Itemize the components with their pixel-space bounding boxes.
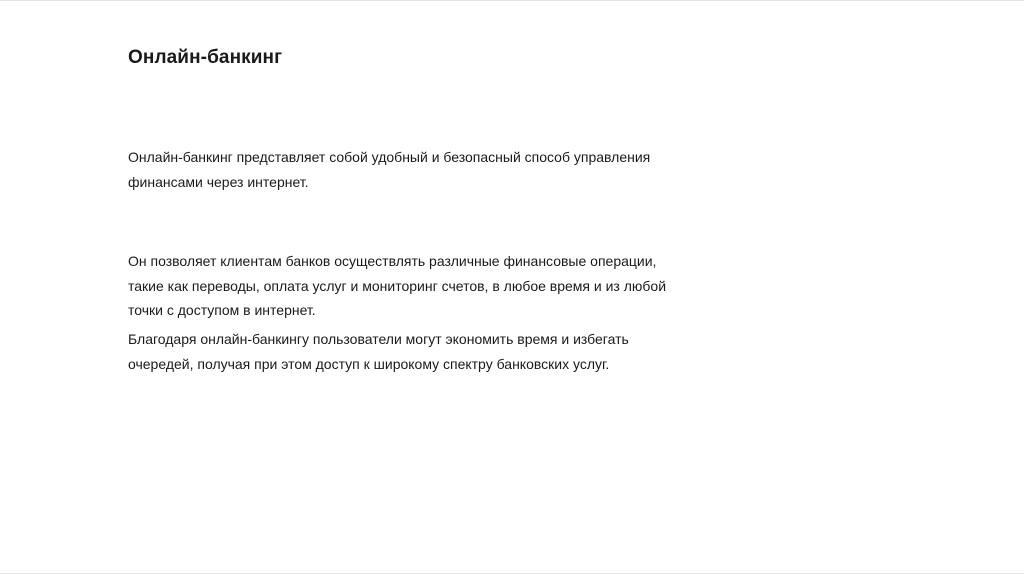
paragraph-line: финансами через интернет. (128, 173, 309, 190)
paragraph-benefits (128, 327, 688, 376)
paragraph-line: Он позволяет клиентам банков осуществлять различные финансовые операции, (128, 253, 657, 269)
paragraph-intro (128, 145, 688, 194)
paragraph-line: такие как переводы, оплата услуг и мониторинг счетов, в любое время и из любой (128, 277, 667, 294)
paragraph-operations (128, 249, 688, 323)
paragraph-line: точки с доступом в интернет. (128, 302, 316, 318)
slide-title: Онлайн-банкинг (128, 47, 283, 68)
paragraph-line: очередей, получая при этом доступ к широкому спектру банковских услуг. (128, 355, 610, 372)
paragraph-line: Онлайн-банкинг представляет собой удобный и безопасный способ управления (128, 149, 651, 165)
paragraph-line: Благодаря онлайн-банкингу пользователи могут экономить время и избегать (128, 331, 629, 347)
